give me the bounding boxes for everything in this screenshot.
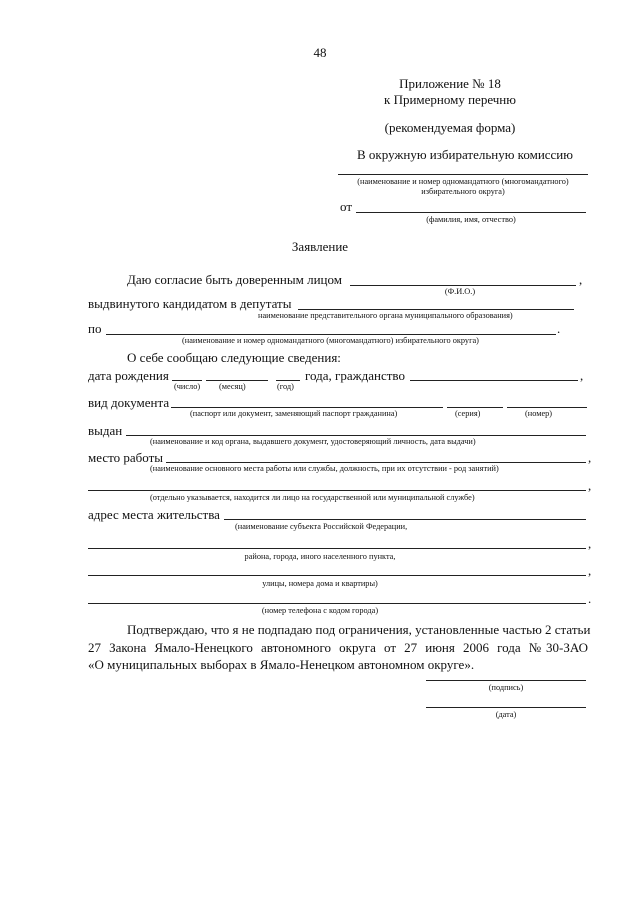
from-label: от xyxy=(340,199,353,214)
issued-field[interactable] xyxy=(126,435,586,436)
district-city-hint: района, города, иного населенного пункта, xyxy=(244,552,396,561)
birth-year-field[interactable] xyxy=(276,380,300,381)
district-hint: (наименование и номер одномандатного (многомандатного) избирательного округа) xyxy=(182,336,479,345)
comma: , xyxy=(588,536,592,551)
service-status-hint: (отдельно указывается, находится ли лицо на государственной или муниципальной службе) xyxy=(150,493,475,502)
citizenship-field[interactable] xyxy=(410,380,578,381)
confirmation-line-1: Подтверждаю, что я не подпадаю под ограничения, установленные частью 2 статьи xyxy=(127,622,591,637)
address-label: адрес места жительства xyxy=(88,507,220,522)
applicant-name-field[interactable] xyxy=(356,212,586,213)
signature-hint: (подпись) xyxy=(488,683,524,692)
work-place-hint: (наименование основного места работы или службы, должность, при их отсутствии - род занятий) xyxy=(150,464,499,473)
trustee-name-field[interactable] xyxy=(350,285,576,286)
series-hint: (серия) xyxy=(455,409,481,418)
issued-hint: (наименование и код органа, выдавшего документ, удостоверяющий личность, дата выдачи) xyxy=(150,437,476,446)
document-number-field[interactable] xyxy=(507,407,587,408)
birth-day-field[interactable] xyxy=(172,380,202,381)
phone-hint: (номер телефона с кодом города) xyxy=(261,606,379,615)
comma: , xyxy=(580,368,584,383)
address-subject-field[interactable] xyxy=(224,519,586,520)
nominated-text: выдвинутого кандидатом в депутаты xyxy=(88,296,292,311)
document-title: Заявление xyxy=(291,239,349,254)
period: . xyxy=(557,321,561,336)
trustee-name-hint: (Ф.И.О.) xyxy=(444,287,476,296)
comma: , xyxy=(579,272,583,287)
street-hint: улицы, номера дома и квартиры) xyxy=(262,579,378,588)
page-number: 48 xyxy=(313,45,327,60)
about-me-text: О себе сообщаю следующие сведения: xyxy=(127,350,341,365)
document-type-field[interactable] xyxy=(171,407,443,408)
birth-date-label: дата рождения xyxy=(88,368,169,383)
address-city-field[interactable] xyxy=(88,548,586,549)
year-citizenship-text: года, гражданство xyxy=(305,368,405,383)
issued-label: выдан xyxy=(88,423,123,438)
appendix-reference: к Примерному перечню xyxy=(384,92,516,107)
signature-field[interactable] xyxy=(426,680,586,681)
address-street-field[interactable] xyxy=(88,575,586,576)
comma: , xyxy=(588,563,592,578)
service-status-field[interactable] xyxy=(88,490,586,491)
document-series-field[interactable] xyxy=(447,407,503,408)
comma: , xyxy=(588,450,592,465)
commission-hint-2: избирательного округа) xyxy=(421,187,505,196)
document-type-hint: (паспорт или документ, заменяющий паспорт гражданина) xyxy=(190,409,398,418)
period: . xyxy=(588,591,592,606)
commission-field[interactable] xyxy=(338,174,588,175)
po-label: по xyxy=(88,321,102,336)
appendix-number: Приложение № 18 xyxy=(399,76,501,91)
addressee: В окружную избирательную комиссию xyxy=(357,147,573,162)
work-place-field[interactable] xyxy=(166,462,586,463)
applicant-name-hint: (фамилия, имя, отчество) xyxy=(426,215,516,224)
confirmation-line-2: 27 Закона Ямало-Ненецкого автономного округа от 27 июня 2006 года №30-ЗАО xyxy=(88,640,588,655)
work-place-label: место работы xyxy=(88,450,163,465)
district-field[interactable] xyxy=(106,334,556,335)
date-hint: (дата) xyxy=(495,710,517,719)
commission-hint-1: (наименование и номер одномандатного (многомандатного) xyxy=(357,177,569,186)
month-hint: (месяц) xyxy=(219,382,246,391)
document-type-label: вид документа xyxy=(88,395,170,410)
council-hint: наименование представительного органа муниципального образования) xyxy=(258,311,513,320)
day-hint: (число) xyxy=(174,382,201,391)
confirmation-line-3: «О муниципальных выборах в Ямало-Ненецком автономном округе». xyxy=(88,657,475,672)
year-hint: (год) xyxy=(277,382,294,391)
form-type: (рекомендуемая форма) xyxy=(384,120,516,135)
date-field[interactable] xyxy=(426,707,586,708)
phone-field[interactable] xyxy=(88,603,586,604)
subject-hint: (наименование субъекта Российской Федерации, xyxy=(235,522,408,531)
number-hint: (номер) xyxy=(525,409,553,418)
birth-month-field[interactable] xyxy=(206,380,268,381)
consent-text: Даю согласие быть доверенным лицом xyxy=(127,272,342,287)
council-field[interactable] xyxy=(298,309,574,310)
comma: , xyxy=(588,478,592,493)
